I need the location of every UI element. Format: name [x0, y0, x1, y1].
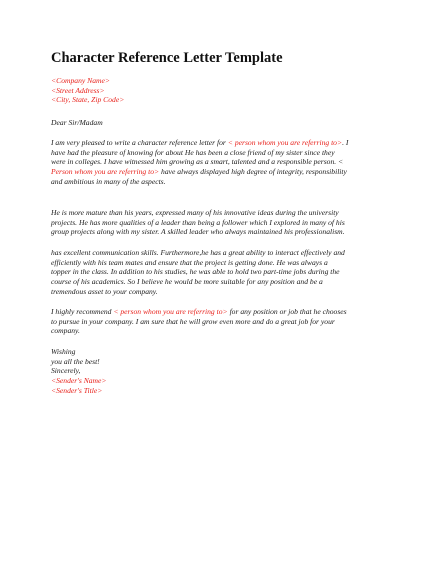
paragraph-3-line-3: topper in the class. In addition to his studies, he was able to hold two part-time jobs during the — [51, 267, 340, 277]
closing-line-3: Sincerely, — [51, 366, 81, 376]
paragraph-3-line-1: has excellent communication skills. Furthermore,he has a great ability to interact effectively and — [51, 248, 345, 257]
company-name-placeholder: <Company Name> — [51, 76, 110, 85]
company-address — [51, 76, 401, 105]
paragraph-1-line-1 — [51, 138, 401, 148]
paragraph-2-line-1: He is more mature than his years, expressed many of his innovative ideas during the university — [51, 208, 339, 217]
paragraph-3-line-5: tremendous asset to your company. — [51, 286, 158, 296]
salutation-text: Dear Sir/Madam — [51, 118, 103, 127]
paragraph-1-line-5: and ambitious in many of the aspects. — [51, 176, 166, 186]
paragraph-3-line-2: efficiently with his team mates and ensure that the project is getting done. He was always a — [51, 257, 328, 267]
closing-line-1: Wishing — [51, 347, 76, 356]
referee-placeholder: Person whom you are referring to> — [51, 167, 160, 177]
paragraph-1-text: I am very pleased to write a character reference letter for — [51, 138, 228, 147]
paragraph-4-text: I highly recommend — [51, 307, 114, 316]
paragraph-1-text: have always displayed high degree of integrity, responsibility — [159, 167, 347, 177]
paragraph-3 — [51, 248, 401, 297]
paragraph-1 — [51, 138, 401, 187]
paragraph-1-text: . I — [342, 138, 349, 147]
city-state-zip-placeholder: <City, State, Zip Code> — [51, 95, 125, 105]
paragraph-1-line-3 — [51, 157, 401, 167]
page-title: Character Reference Letter Template — [51, 50, 283, 66]
closing — [51, 347, 401, 396]
paragraph-1-line-2: have had the pleasure of knowing for about He has been a close friend of my sister since they — [51, 147, 335, 157]
paragraph-4-line-1 — [51, 307, 401, 317]
sender-title-placeholder: <Sender's Title> — [51, 385, 103, 395]
paragraph-4 — [51, 307, 401, 336]
closing-line-2: you all the best! — [51, 356, 100, 366]
street-address-placeholder: <Street Address> — [51, 85, 105, 95]
referee-placeholder: < person whom you are referring to> — [113, 307, 228, 316]
salutation — [51, 118, 401, 128]
referee-placeholder: < person whom you are referring to> — [227, 138, 343, 147]
paragraph-4-line-2: to pursue in your company. I am sure that he will grow even more and do a great job for your — [51, 316, 335, 326]
paragraph-2-line-3: group projects along with my sister. A skilled leader who always maintained his professionalism. — [51, 227, 345, 237]
paragraph-2 — [51, 208, 401, 237]
paragraph-4-text: for any position or job that he chooses — [227, 307, 347, 316]
sender-name-placeholder: <Sender's Name> — [51, 376, 107, 386]
paragraph-1-line-4 — [51, 167, 401, 177]
paragraph-1-text: were in colleges. I have witnessed him growing as a smart, talented and a responsible person. < — [51, 157, 344, 167]
paragraph-3-line-4: course of his academics. So I believe he would be more suitable for any position and be a — [51, 277, 323, 287]
paragraph-4-line-3: company. — [51, 326, 80, 336]
paragraph-2-line-2: projects. He has more qualities of a leader than being a follower which I explored in many of his — [51, 217, 345, 227]
